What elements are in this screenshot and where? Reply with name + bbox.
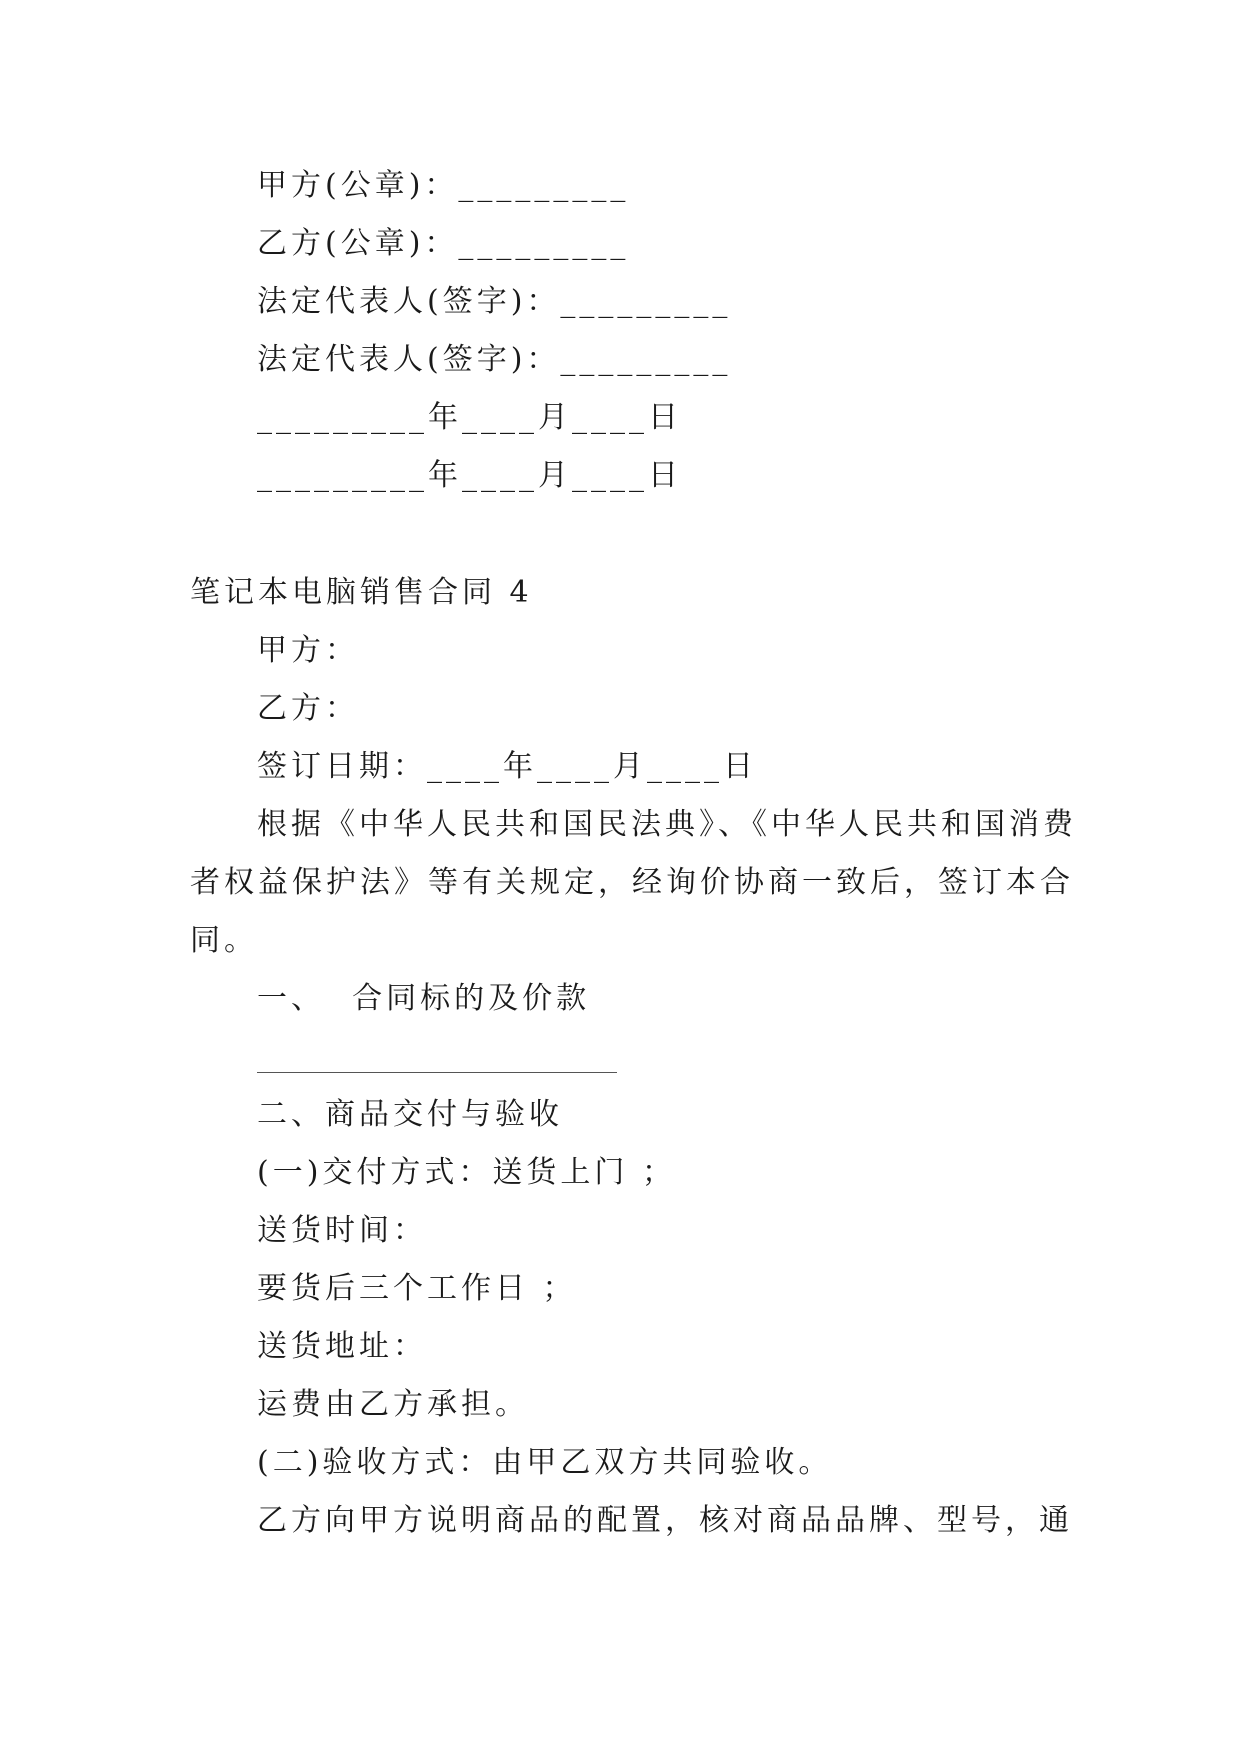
legal-rep-a-line: 法定代表人(签字)：_________: [257, 284, 732, 319]
party-a-seal-line: 甲方(公章)：_________: [257, 168, 630, 203]
delivery-method-line: (一)交付方式：送货上门 ；: [257, 1155, 676, 1190]
date-b-line: _________年____月____日: [257, 458, 682, 493]
acceptance-method-line: (二)验收方式：由甲乙双方共同验收。: [257, 1445, 833, 1480]
section-2-heading: 二、商品交付与验收: [257, 1097, 563, 1132]
preamble-line-1: 根据《中华人民共和国民法典》、《中华人民共和国消费: [257, 807, 1077, 842]
delivery-address-label: 送货地址：: [257, 1329, 427, 1364]
party-a-label: 甲方：: [257, 633, 359, 668]
acceptance-detail-line: 乙方向甲方说明商品的配置，核对商品品牌、型号，通: [257, 1503, 1073, 1538]
contract-title: 笔记本电脑销售合同 4: [190, 575, 533, 610]
freight-line: 运费由乙方承担。: [257, 1387, 529, 1422]
section-1-heading: 一、 合同标的及价款: [257, 981, 591, 1016]
preamble-line-3: 同。: [190, 923, 258, 958]
date-a-line: _________年____月____日: [257, 400, 682, 435]
sign-date-line: 签订日期：____年____月____日: [257, 749, 757, 784]
legal-rep-b-line: 法定代表人(签字)：_________: [257, 342, 732, 377]
party-b-label: 乙方：: [257, 691, 359, 726]
delivery-time-label: 送货时间：: [257, 1213, 427, 1248]
party-b-seal-line: 乙方(公章)：_________: [257, 226, 630, 261]
blank-fill-rule: [257, 1072, 617, 1073]
delivery-time-value: 要货后三个工作日 ；: [257, 1271, 577, 1306]
preamble-line-2: 者权益保护法》等有关规定，经询价协商一致后，签订本合: [190, 865, 1074, 900]
